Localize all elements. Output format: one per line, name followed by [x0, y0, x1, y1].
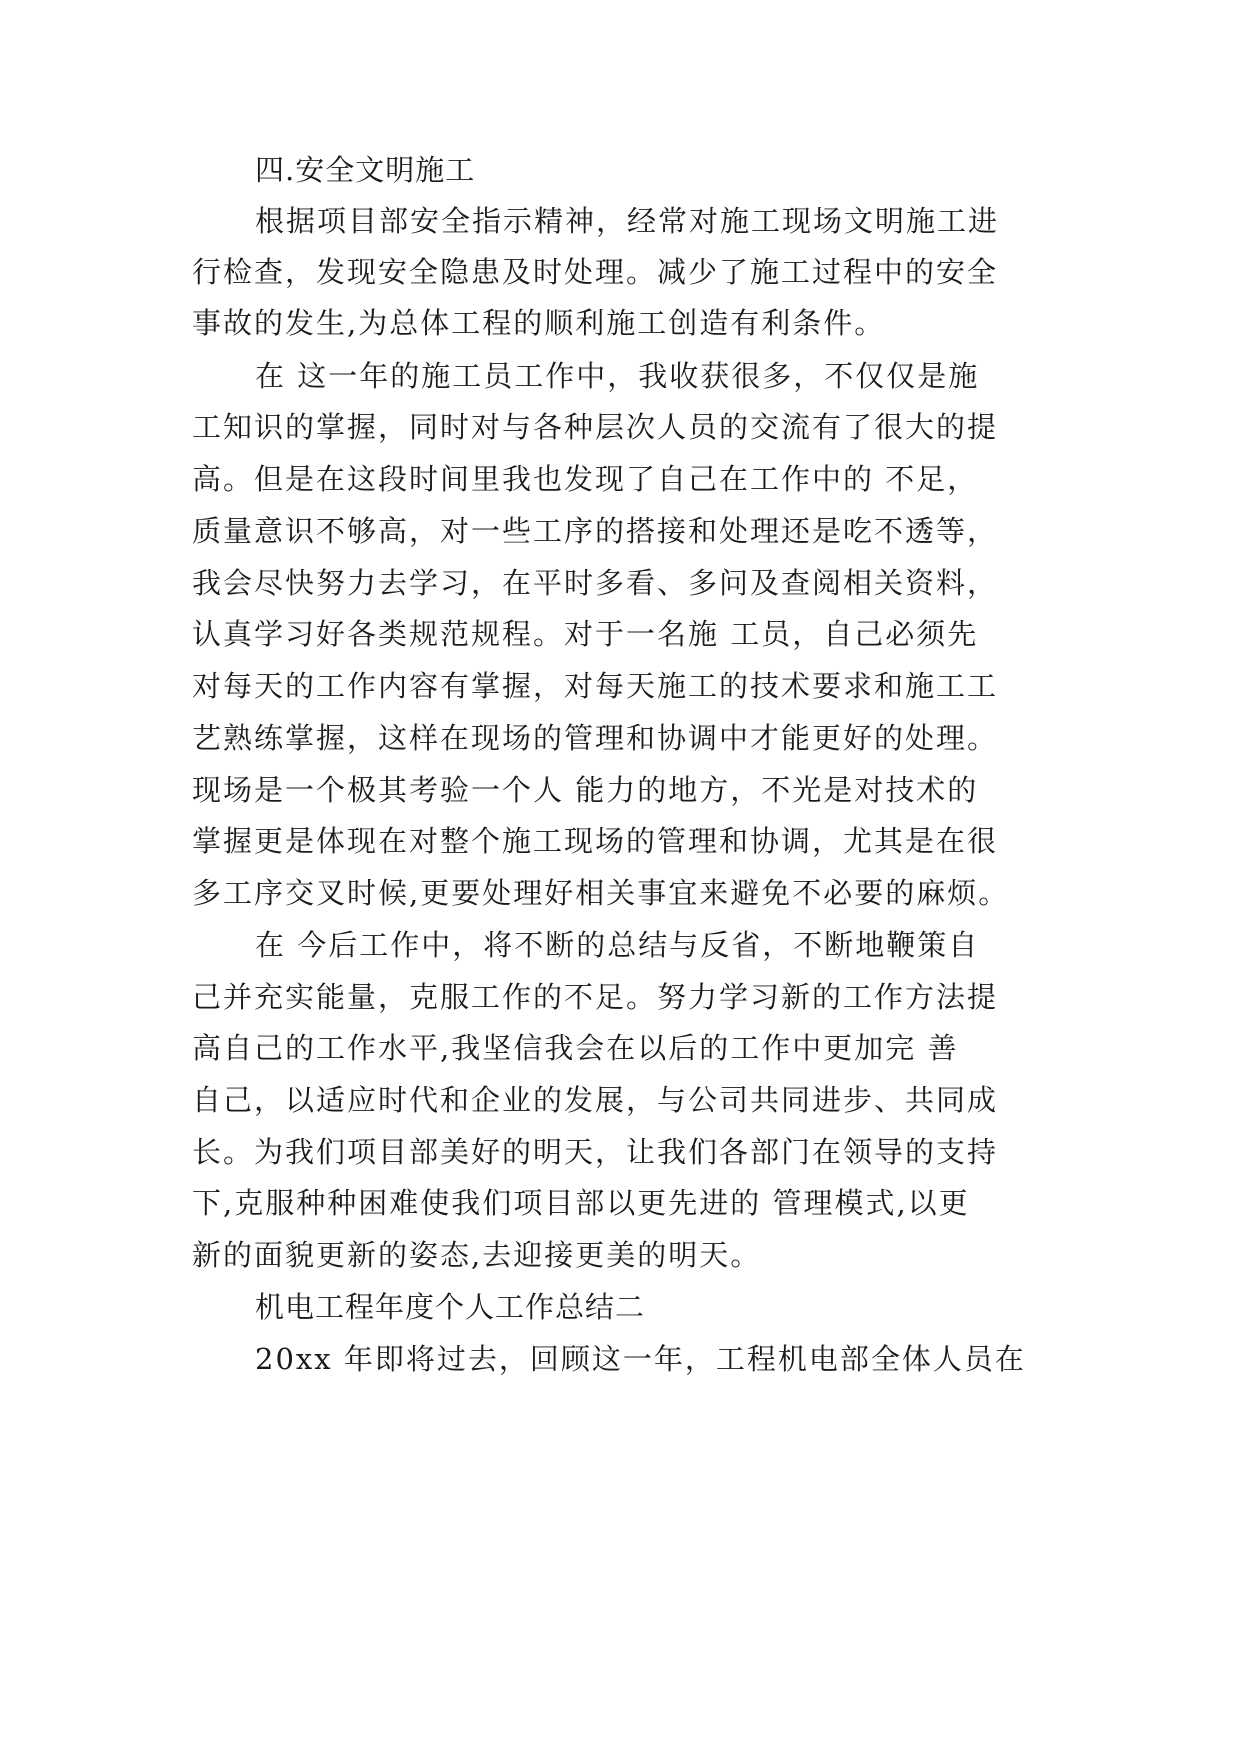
- paragraph-line: 多工序交叉时候,更要处理好相关事宜来避免不必要的麻烦。: [192, 876, 1010, 910]
- paragraph-line: 行检查，发现安全隐患及时处理。减少了施工过程中的安全: [192, 255, 999, 289]
- paragraph-line: 我会尽快努力去学习，在平时多看、多问及查阅相关资料，: [192, 566, 999, 600]
- paragraph-line: 认真学习好各类规范规程。对于一名施 工员，自己必须先: [192, 617, 979, 651]
- paragraph-line: 自己，以适应时代和企业的发展，与公司共同进步、共同成: [192, 1083, 999, 1117]
- paragraph-line: 己并充实能量，克服工作的不足。努力学习新的工作方法提: [192, 980, 999, 1014]
- paragraph-line: 掌握更是体现在对整个施工现场的管理和协调，尤其是在很: [192, 824, 999, 858]
- paragraph-line: 事故的发生,为总体工程的顺利施工创造有利条件。: [192, 306, 886, 340]
- paragraph-line: 现场是一个极其考验一个人 能力的地方，不光是对技术的: [192, 773, 979, 807]
- section-heading: 四.安全文明施工: [255, 153, 476, 187]
- paragraph-line: 高。但是在这段时间里我也发现了自己在工作中的 不足，: [192, 462, 979, 496]
- paragraph-line: 根据项目部安全指示精神，经常对施工现场文明施工进: [255, 204, 1000, 238]
- paragraph-line: 工知识的掌握，同时对与各种层次人员的交流有了很大的提: [192, 410, 999, 444]
- paragraph-line: 艺熟练掌握，这样在现场的管理和协调中才能更好的处理。: [192, 721, 999, 755]
- paragraph-line: 质量意识不够高，对一些工序的搭接和处理还是吃不透等，: [192, 514, 999, 548]
- section-title: 机电工程年度个人工作总结二: [255, 1290, 646, 1324]
- paragraph-line: 新的面貌更新的姿态,去迎接更美的明天。: [192, 1238, 762, 1272]
- paragraph-line: 长。为我们项目部美好的明天，让我们各部门在领导的支持: [192, 1135, 999, 1169]
- paragraph-line: 20xx 年即将过去，回顾这一年，工程机电部全体人员在: [255, 1342, 1026, 1376]
- paragraph-line: 在 这一年的施工员工作中，我收获很多，不仅仅是施: [255, 359, 980, 393]
- paragraph-line: 在 今后工作中，将不断的总结与反省，不断地鞭策自: [255, 928, 980, 962]
- paragraph-line: 高自己的工作水平,我坚信我会在以后的工作中更加完 善: [192, 1031, 959, 1065]
- paragraph-line: 对每天的工作内容有掌握，对每天施工的技术要求和施工工: [192, 669, 999, 703]
- paragraph-line: 下,克服种种困难使我们项目部以更先进的 管理模式,以更: [192, 1186, 970, 1220]
